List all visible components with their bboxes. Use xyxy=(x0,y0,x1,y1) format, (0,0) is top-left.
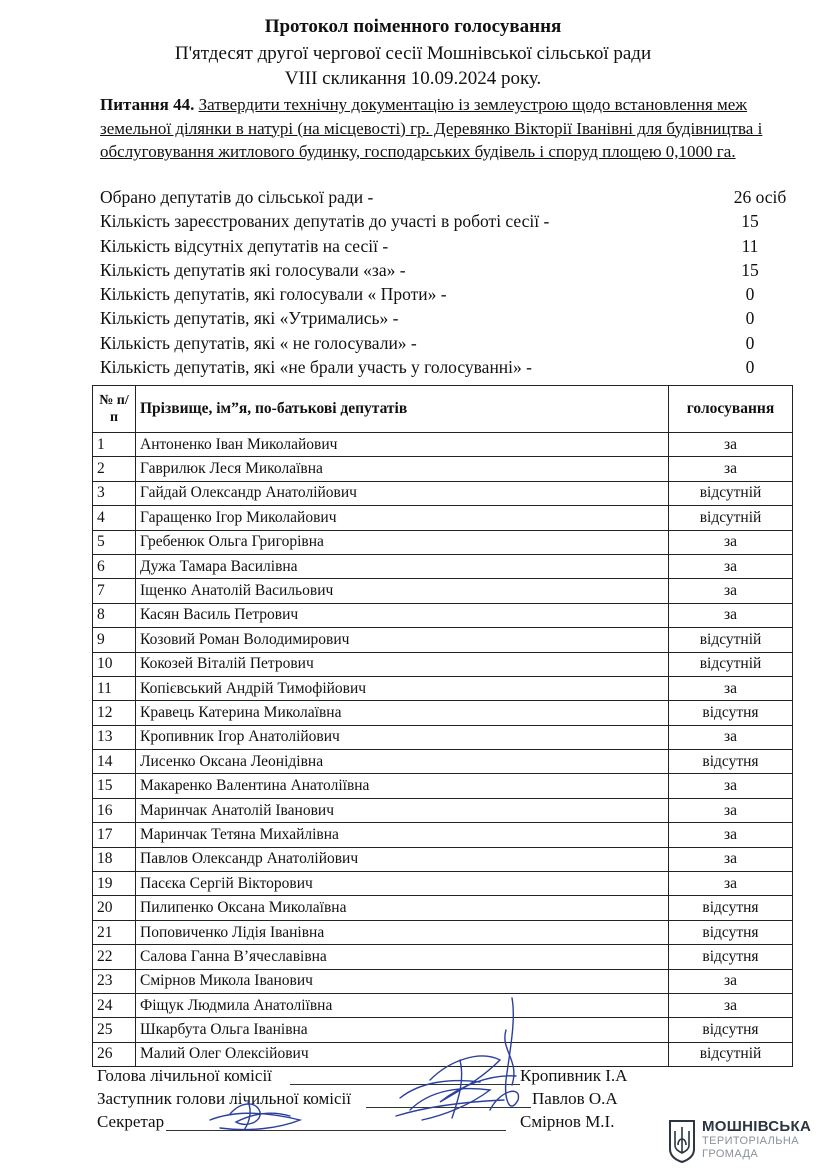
vote-result: за xyxy=(669,433,793,457)
vote-result: за xyxy=(669,554,793,578)
signature-name-secretary: Смірнов М.І. xyxy=(520,1112,615,1131)
deputy-name: Касян Василь Петрович xyxy=(136,603,669,627)
stat-value: 26 осіб xyxy=(733,187,787,207)
row-number: 23 xyxy=(93,969,136,993)
stat-row xyxy=(100,234,790,258)
handwritten-signatures xyxy=(160,990,560,1140)
table-row xyxy=(93,774,793,798)
vote-result: відсутня xyxy=(669,750,793,774)
table-header-row xyxy=(93,386,793,433)
vote-result: відсутній xyxy=(669,628,793,652)
signature-name-chair: Кропивник І.А xyxy=(520,1066,628,1085)
row-number: 20 xyxy=(93,896,136,920)
row-number: 3 xyxy=(93,481,136,505)
stat-label: Кількість депутатів, які голосували « Проти» - xyxy=(100,284,447,305)
vote-result: відсутній xyxy=(669,1042,793,1066)
deputy-name: Маринчак Тетяна Михайлівна xyxy=(136,823,669,847)
deputy-name: Малий Олег Олексійович xyxy=(136,1042,669,1066)
stat-value: 0 xyxy=(745,357,755,378)
row-number: 21 xyxy=(93,920,136,944)
vote-result: за xyxy=(669,676,793,700)
vote-result: за xyxy=(669,993,793,1017)
stat-row xyxy=(100,185,790,209)
row-number: 16 xyxy=(93,798,136,822)
stat-row xyxy=(100,306,790,330)
vote-result: відсутня xyxy=(669,701,793,725)
stat-label: Кількість депутатів, які « не голосували» - xyxy=(100,332,417,353)
vote-result: за xyxy=(669,823,793,847)
document-title: Протокол поіменного голосування xyxy=(264,16,562,37)
stat-value: 11 xyxy=(741,235,759,256)
deputy-name: Антоненко Іван Миколайович xyxy=(136,433,669,457)
table-row xyxy=(93,896,793,920)
row-number: 9 xyxy=(93,628,136,652)
stat-row xyxy=(100,282,790,306)
row-number: 10 xyxy=(93,652,136,676)
session-date: VIII скликання 10.09.2024 року. xyxy=(284,68,542,89)
row-number: 8 xyxy=(93,603,136,627)
row-number: 5 xyxy=(93,530,136,554)
row-number: 24 xyxy=(93,993,136,1017)
table-row xyxy=(93,628,793,652)
deputy-name: Кропивник Ігор Анатолійович xyxy=(136,725,669,749)
row-number: 15 xyxy=(93,774,136,798)
header-name: Прізвище, ім”я, по-батькові депутатів xyxy=(136,386,669,433)
question-block xyxy=(100,93,780,164)
stat-label: Кількість відсутніх депутатів на сесії - xyxy=(100,235,389,256)
row-number: 22 xyxy=(93,945,136,969)
row-number: 19 xyxy=(93,872,136,896)
deputy-name: Козовий Роман Володимирович xyxy=(136,628,669,652)
stat-value: 0 xyxy=(745,332,755,353)
vote-result: за xyxy=(669,847,793,871)
table-row xyxy=(93,823,793,847)
row-number: 26 xyxy=(93,1042,136,1066)
table-row xyxy=(93,920,793,944)
vote-result: за xyxy=(669,798,793,822)
vote-result: за xyxy=(669,579,793,603)
vote-result: відсутня xyxy=(669,896,793,920)
deputy-name: Гребенюк Ольга Григорівна xyxy=(136,530,669,554)
deputy-name: Салова Ганна В’ячеславівна xyxy=(136,945,669,969)
table-row xyxy=(93,725,793,749)
table-row xyxy=(93,945,793,969)
row-number: 1 xyxy=(93,433,136,457)
vote-result: за xyxy=(669,969,793,993)
logo-line-1: МОШНІВСЬКА xyxy=(702,1118,812,1135)
stat-value: 15 xyxy=(741,259,759,280)
deputy-name: Павлов Олександр Анатолійович xyxy=(136,847,669,871)
vote-result: відсутня xyxy=(669,1018,793,1042)
vote-result: відсутній xyxy=(669,481,793,505)
row-number: 25 xyxy=(93,1018,136,1042)
question-text: Затвердити технічну документацію із землеустрою щодо встановлення меж земельної ділянки в натурі (на місцевості) гр. Деревянко Вікторії Іванівні для будівництва і обслуговування житлового будинку, господарських будівель і споруд площею 0,1000 га. xyxy=(100,95,763,161)
vote-result: відсутня xyxy=(669,945,793,969)
signature-role-chair: Голова лічильної комісії xyxy=(97,1066,272,1085)
table-row xyxy=(93,847,793,871)
header-vote: голосування xyxy=(669,386,793,433)
deputy-name: Іщенко Анатолій Васильович xyxy=(136,579,669,603)
session-subtitle: П'ятдесят другої чергової сесії Мошнівської сільської ради xyxy=(174,43,652,64)
deputy-name: Макаренко Валентина Анатоліївна xyxy=(136,774,669,798)
logo-line-3: ГРОМАДА xyxy=(702,1148,759,1160)
deputy-name: Гаращенко Ігор Миколайович xyxy=(136,506,669,530)
table-row xyxy=(93,457,793,481)
signature-name-deputy: Павлов О.А xyxy=(532,1089,618,1108)
vote-result: за xyxy=(669,603,793,627)
stat-label: Кількість депутатів, які «не брали участь у голосуванні» - xyxy=(100,357,532,378)
row-number: 14 xyxy=(93,750,136,774)
stat-row xyxy=(100,209,790,233)
table-row xyxy=(93,554,793,578)
deputy-name: Копієвський Андрій Тимофійович xyxy=(136,676,669,700)
deputy-name: Дужа Тамара Василівна xyxy=(136,554,669,578)
signature-role-secretary: Секретар xyxy=(97,1112,165,1131)
row-number: 2 xyxy=(93,457,136,481)
stat-row xyxy=(100,355,790,379)
vote-result: за xyxy=(669,872,793,896)
vote-result: відсутня xyxy=(669,920,793,944)
table-row xyxy=(93,579,793,603)
table-row xyxy=(93,750,793,774)
vote-result: відсутній xyxy=(669,652,793,676)
table-row xyxy=(93,872,793,896)
deputy-name: Лисенко Оксана Леонідівна xyxy=(136,750,669,774)
table-row xyxy=(93,652,793,676)
signature-role-deputy: Заступник голови лічильної комісії xyxy=(97,1089,352,1108)
row-number: 7 xyxy=(93,579,136,603)
stat-value: 0 xyxy=(745,308,755,329)
deputy-name: Шкарбута Ольга Іванівна xyxy=(136,1018,669,1042)
question-label: Питання 44. xyxy=(100,95,195,114)
table-row xyxy=(93,798,793,822)
stat-label: Кількість зареєстрованих депутатів до участі в роботі сесії - xyxy=(100,211,550,232)
row-number: 18 xyxy=(93,847,136,871)
deputy-name: Кокозей Віталій Петрович xyxy=(136,652,669,676)
table-row xyxy=(93,433,793,457)
deputy-name: Гайдай Олександр Анатолійович xyxy=(136,481,669,505)
row-number: 6 xyxy=(93,554,136,578)
table-row xyxy=(93,603,793,627)
table-row xyxy=(93,530,793,554)
stat-label: Кількість депутатів які голосували «за» - xyxy=(100,259,406,280)
table-row xyxy=(93,481,793,505)
table-row xyxy=(93,506,793,530)
vote-result: за xyxy=(669,457,793,481)
deputy-name: Пасєка Сергій Вікторович xyxy=(136,872,669,896)
vote-result: за xyxy=(669,774,793,798)
vote-table xyxy=(92,385,793,1067)
deputy-name: Гаврилюк Леся Миколаївна xyxy=(136,457,669,481)
trident-emblem-icon xyxy=(668,1119,696,1163)
row-number: 12 xyxy=(93,701,136,725)
header-num: № п/п xyxy=(93,386,136,433)
deputy-name: Смірнов Микола Іванович xyxy=(136,969,669,993)
vote-result: за xyxy=(669,530,793,554)
table-row xyxy=(93,676,793,700)
row-number: 17 xyxy=(93,823,136,847)
deputy-name: Маринчак Анатолій Іванович xyxy=(136,798,669,822)
vote-result: за xyxy=(669,725,793,749)
community-logo xyxy=(668,1118,818,1164)
stat-label: Обрано депутатів до сільської ради - xyxy=(100,187,374,207)
stat-value: 0 xyxy=(745,284,755,305)
stat-value: 15 xyxy=(741,211,759,232)
deputy-name: Кравець Катерина Миколаївна xyxy=(136,701,669,725)
logo-line-2: ТЕРИТОРІАЛЬНА xyxy=(702,1135,799,1147)
vote-result: відсутній xyxy=(669,506,793,530)
deputy-name: Поповиченко Лідія Іванівна xyxy=(136,920,669,944)
deputy-name: Фіщук Людмила Анатоліївна xyxy=(136,993,669,1017)
vote-statistics xyxy=(100,185,790,379)
row-number: 4 xyxy=(93,506,136,530)
stat-row xyxy=(100,258,790,282)
stat-row xyxy=(100,331,790,355)
deputy-name: Пилипенко Оксана Миколаївна xyxy=(136,896,669,920)
row-number: 11 xyxy=(93,676,136,700)
table-row xyxy=(93,701,793,725)
stat-label: Кількість депутатів, які «Утримались» - xyxy=(100,308,399,329)
row-number: 13 xyxy=(93,725,136,749)
